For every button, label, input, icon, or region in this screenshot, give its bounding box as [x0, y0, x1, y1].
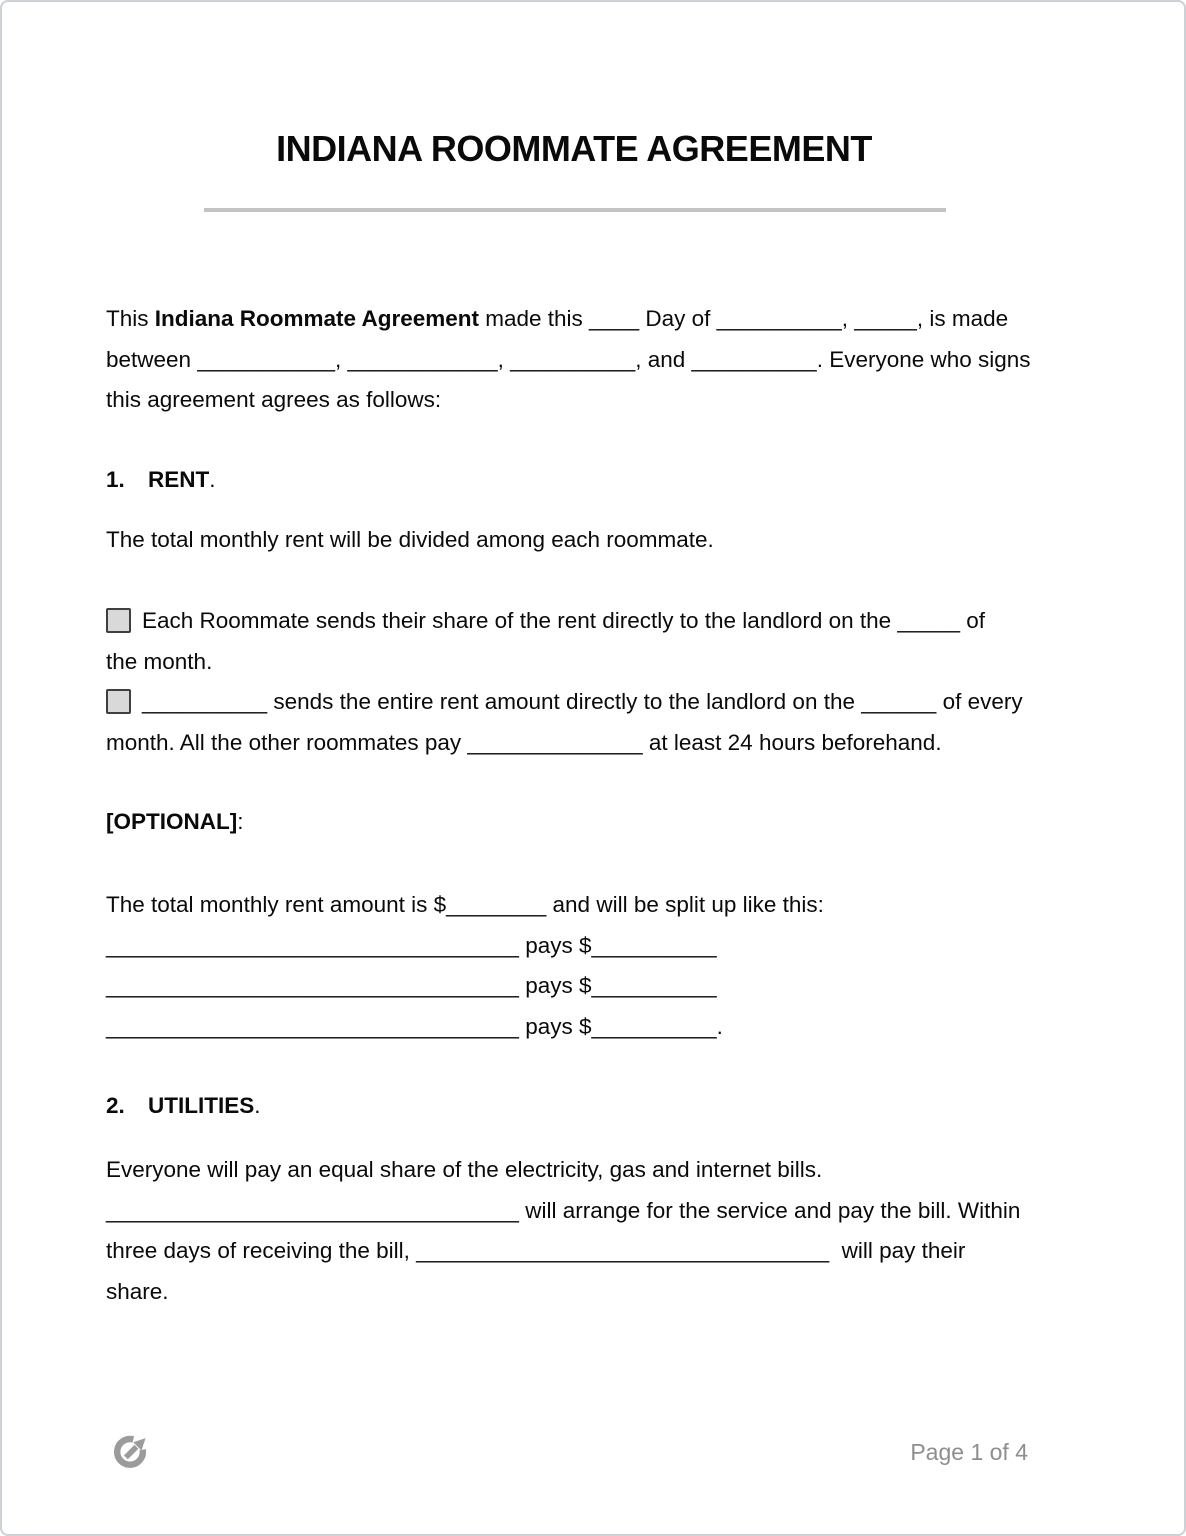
utilities-body [106, 1150, 1066, 1312]
page-number-label: Page 1 of 4 [910, 1439, 1028, 1465]
rent-option-1-checkbox[interactable] [106, 608, 131, 633]
rent-option-1-line-1: Each Roommate sends their share of the rent directly to the landlord on the _____ of [142, 608, 986, 633]
utilities-line-1: Everyone will pay an equal share of the electricity, gas and internet bills. [106, 1157, 823, 1182]
rent-section-title: RENT [148, 467, 210, 492]
intro-line-1-pre: This [106, 306, 155, 331]
utilities-section-title-period: . [254, 1093, 261, 1118]
rent-amount-line: The total monthly rent amount is $________ and will be split up like this: [106, 892, 824, 917]
rent-section-title-period: . [209, 467, 216, 492]
pays-line-2: _________________________________ pays $__________ [106, 973, 717, 999]
utilities-line-4: share. [106, 1278, 169, 1304]
rent-option-2-checkbox[interactable] [106, 689, 131, 714]
rent-option-1 [106, 601, 1066, 682]
rent-section-number: 1. [106, 467, 125, 492]
pays-line-3: _________________________________ pays $__________. [106, 1013, 723, 1039]
intro-line-1 [106, 299, 1066, 340]
utilities-section-heading [106, 1086, 1066, 1127]
utilities-line-2: _________________________________ will arrange for the service and pay the bill. Within [106, 1197, 1021, 1223]
rent-option-1-line-2: the month. [106, 648, 213, 674]
rent-split-block [106, 885, 1066, 1047]
utilities-section-title: UTILITIES [148, 1093, 255, 1118]
optional-label-bold: [OPTIONAL] [106, 809, 238, 834]
intro-paragraph [106, 299, 1066, 421]
utilities-section-number: 2. [106, 1093, 125, 1118]
circular-arrow-logo-icon [108, 1428, 152, 1472]
rent-option-2 [106, 682, 1066, 763]
intro-line-2: between ___________, ____________, __________, and __________. Everyone who signs [106, 346, 1031, 372]
agreement-name-bold: Indiana Roommate Agreement [154, 306, 479, 331]
rent-intro-text: The total monthly rent will be divided among each roommate. [106, 527, 714, 552]
utilities-line-3: three days of receiving the bill, _________________________________ will pay their [106, 1238, 966, 1264]
title-divider [204, 208, 946, 212]
optional-label-colon: : [237, 809, 244, 834]
page-title: INDIANA ROOMMATE AGREEMENT [276, 128, 872, 169]
rent-option-2-line-1: __________ sends the entire rent amount directly to the landlord on the ______ of every [142, 689, 1023, 714]
rent-section-heading [106, 460, 1066, 501]
pays-line-1: _________________________________ pays $__________ [106, 932, 717, 958]
rent-option-2-line-2: month. All the other roommates pay ______________ at least 24 hours beforehand. [106, 729, 942, 755]
optional-label [106, 802, 1066, 843]
intro-line-1-post: made this ____ Day of __________, _____, is made [479, 306, 1009, 331]
intro-line-3: this agreement agrees as follows: [106, 387, 442, 413]
